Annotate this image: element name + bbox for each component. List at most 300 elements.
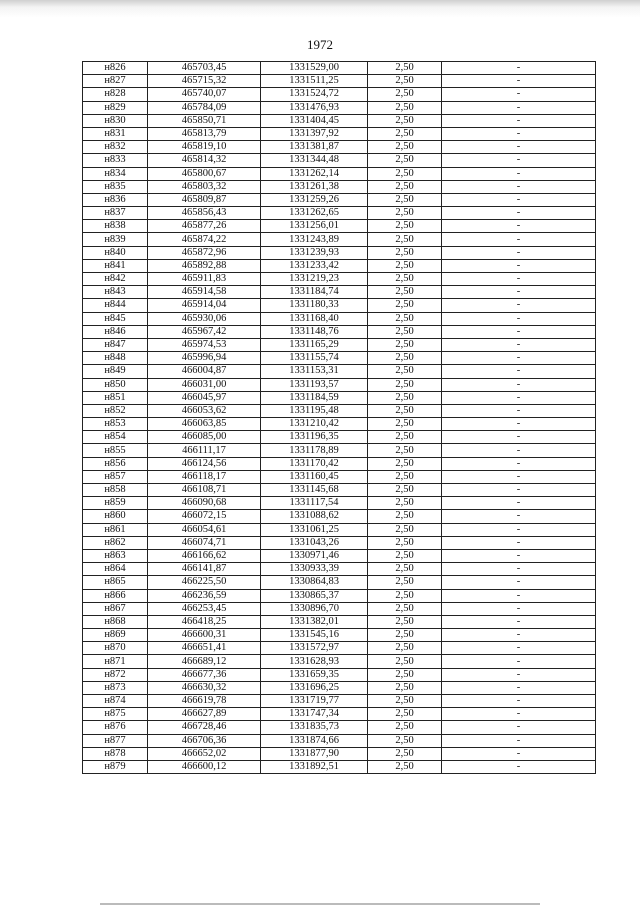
point-id-cell: н875 [83,708,148,721]
y-coordinate-cell: 1331088,62 [261,510,368,523]
note-cell: - [442,180,596,193]
x-coordinate-cell: 466063,85 [148,418,261,431]
table-row [83,167,596,180]
accuracy-cell: 2,50 [368,299,442,312]
y-coordinate-cell: 1331168,40 [261,312,368,325]
table-row [83,497,596,510]
note-cell: - [442,220,596,233]
note-cell: - [442,233,596,246]
accuracy-cell: 2,50 [368,695,442,708]
note-cell: - [442,497,596,510]
point-id-cell: н849 [83,365,148,378]
accuracy-cell: 2,50 [368,536,442,549]
note-cell: - [442,418,596,431]
x-coordinate-cell: 465856,43 [148,207,261,220]
point-id-cell: н834 [83,167,148,180]
table-row [83,510,596,523]
table-row [83,75,596,88]
table-row [83,457,596,470]
accuracy-cell: 2,50 [368,642,442,655]
x-coordinate-cell: 466651,41 [148,642,261,655]
accuracy-cell: 2,50 [368,681,442,694]
note-cell: - [442,510,596,523]
table-row [83,589,596,602]
y-coordinate-cell: 1331219,23 [261,273,368,286]
accuracy-cell: 2,50 [368,365,442,378]
note-cell: - [442,404,596,417]
point-id-cell: н829 [83,101,148,114]
y-coordinate-cell: 1331892,51 [261,760,368,773]
x-coordinate-cell: 466600,31 [148,629,261,642]
accuracy-cell: 2,50 [368,325,442,338]
y-coordinate-cell: 1331545,16 [261,629,368,642]
y-coordinate-cell: 1331262,14 [261,167,368,180]
accuracy-cell: 2,50 [368,127,442,140]
table-row [83,88,596,101]
accuracy-cell: 2,50 [368,760,442,773]
accuracy-cell: 2,50 [368,154,442,167]
table-row [83,193,596,206]
x-coordinate-cell: 466630,32 [148,681,261,694]
point-id-cell: н876 [83,721,148,734]
x-coordinate-cell: 465814,32 [148,154,261,167]
x-coordinate-cell: 465784,09 [148,101,261,114]
point-id-cell: н857 [83,470,148,483]
x-coordinate-cell: 466600,12 [148,760,261,773]
y-coordinate-cell: 1331256,01 [261,220,368,233]
point-id-cell: н868 [83,615,148,628]
point-id-cell: н854 [83,431,148,444]
note-cell: - [442,154,596,167]
note-cell: - [442,312,596,325]
point-id-cell: н871 [83,655,148,668]
accuracy-cell: 2,50 [368,286,442,299]
note-cell: - [442,325,596,338]
point-id-cell: н830 [83,114,148,127]
accuracy-cell: 2,50 [368,101,442,114]
point-id-cell: н828 [83,88,148,101]
point-id-cell: н870 [83,642,148,655]
table-row [83,246,596,259]
y-coordinate-cell: 1330865,37 [261,589,368,602]
x-coordinate-cell: 466054,61 [148,523,261,536]
point-id-cell: н872 [83,668,148,681]
table-row [83,154,596,167]
x-coordinate-cell: 466677,36 [148,668,261,681]
table-body [83,62,596,774]
table-row [83,365,596,378]
x-coordinate-cell: 465819,10 [148,141,261,154]
y-coordinate-cell: 1331184,74 [261,286,368,299]
note-cell: - [442,273,596,286]
point-id-cell: н837 [83,207,148,220]
x-coordinate-cell: 466728,46 [148,721,261,734]
x-coordinate-cell: 466689,12 [148,655,261,668]
y-coordinate-cell: 1330896,70 [261,602,368,615]
table-row [83,695,596,708]
y-coordinate-cell: 1331262,65 [261,207,368,220]
note-cell: - [442,193,596,206]
x-coordinate-cell: 466141,87 [148,563,261,576]
x-coordinate-cell: 465914,58 [148,286,261,299]
accuracy-cell: 2,50 [368,391,442,404]
table-row [83,418,596,431]
y-coordinate-cell: 1331259,26 [261,193,368,206]
point-id-cell: н858 [83,484,148,497]
accuracy-cell: 2,50 [368,167,442,180]
table-row [83,207,596,220]
accuracy-cell: 2,50 [368,576,442,589]
note-cell: - [442,681,596,694]
y-coordinate-cell: 1330864,83 [261,576,368,589]
note-cell: - [442,378,596,391]
accuracy-cell: 2,50 [368,470,442,483]
accuracy-cell: 2,50 [368,431,442,444]
point-id-cell: н851 [83,391,148,404]
table-row [83,563,596,576]
point-id-cell: н835 [83,180,148,193]
note-cell: - [442,62,596,75]
y-coordinate-cell: 1331261,38 [261,180,368,193]
x-coordinate-cell: 465813,79 [148,127,261,140]
table-row [83,62,596,75]
note-cell: - [442,760,596,773]
y-coordinate-cell: 1331170,42 [261,457,368,470]
x-coordinate-cell: 465800,67 [148,167,261,180]
point-id-cell: н848 [83,352,148,365]
y-coordinate-cell: 1331196,35 [261,431,368,444]
accuracy-cell: 2,50 [368,510,442,523]
accuracy-cell: 2,50 [368,444,442,457]
accuracy-cell: 2,50 [368,259,442,272]
accuracy-cell: 2,50 [368,378,442,391]
x-coordinate-cell: 465974,53 [148,338,261,351]
y-coordinate-cell: 1331153,31 [261,365,368,378]
point-id-cell: н869 [83,629,148,642]
table-row [83,404,596,417]
note-cell: - [442,101,596,114]
accuracy-cell: 2,50 [368,233,442,246]
x-coordinate-cell: 466045,97 [148,391,261,404]
note-cell: - [442,536,596,549]
table-row [83,325,596,338]
note-cell: - [442,167,596,180]
point-id-cell: н859 [83,497,148,510]
note-cell: - [442,734,596,747]
note-cell: - [442,444,596,457]
point-id-cell: н841 [83,259,148,272]
note-cell: - [442,352,596,365]
point-id-cell: н844 [83,299,148,312]
accuracy-cell: 2,50 [368,589,442,602]
table-row [83,273,596,286]
x-coordinate-cell: 465850,71 [148,114,261,127]
y-coordinate-cell: 1331381,87 [261,141,368,154]
point-id-cell: н839 [83,233,148,246]
point-id-cell: н877 [83,734,148,747]
y-coordinate-cell: 1331233,42 [261,259,368,272]
y-coordinate-cell: 1331243,89 [261,233,368,246]
x-coordinate-cell: 466418,25 [148,615,261,628]
x-coordinate-cell: 466652,02 [148,747,261,760]
note-cell: - [442,708,596,721]
table-row [83,721,596,734]
accuracy-cell: 2,50 [368,312,442,325]
note-cell: - [442,615,596,628]
x-coordinate-cell: 465740,07 [148,88,261,101]
note-cell: - [442,141,596,154]
accuracy-cell: 2,50 [368,484,442,497]
point-id-cell: н831 [83,127,148,140]
point-id-cell: н842 [83,273,148,286]
y-coordinate-cell: 1331239,93 [261,246,368,259]
table-row [83,444,596,457]
point-id-cell: н878 [83,747,148,760]
accuracy-cell: 2,50 [368,497,442,510]
y-coordinate-cell: 1331210,42 [261,418,368,431]
point-id-cell: н866 [83,589,148,602]
x-coordinate-cell: 466031,00 [148,378,261,391]
y-coordinate-cell: 1331524,72 [261,88,368,101]
table-row [83,220,596,233]
table-row [83,760,596,773]
point-id-cell: н873 [83,681,148,694]
accuracy-cell: 2,50 [368,457,442,470]
y-coordinate-cell: 1331061,25 [261,523,368,536]
y-coordinate-cell: 1331659,35 [261,668,368,681]
point-id-cell: н856 [83,457,148,470]
x-coordinate-cell: 466072,15 [148,510,261,523]
table-row [83,431,596,444]
point-id-cell: н845 [83,312,148,325]
point-id-cell: н855 [83,444,148,457]
point-id-cell: н867 [83,602,148,615]
y-coordinate-cell: 1331155,74 [261,352,368,365]
x-coordinate-cell: 465809,87 [148,193,261,206]
x-coordinate-cell: 465715,32 [148,75,261,88]
accuracy-cell: 2,50 [368,180,442,193]
accuracy-cell: 2,50 [368,273,442,286]
table-row [83,127,596,140]
accuracy-cell: 2,50 [368,220,442,233]
x-coordinate-cell: 466118,17 [148,470,261,483]
y-coordinate-cell: 1331511,25 [261,75,368,88]
y-coordinate-cell: 1331382,01 [261,615,368,628]
note-cell: - [442,563,596,576]
table-row [83,352,596,365]
x-coordinate-cell: 466111,17 [148,444,261,457]
x-coordinate-cell: 465872,96 [148,246,261,259]
x-coordinate-cell: 466085,00 [148,431,261,444]
y-coordinate-cell: 1331572,97 [261,642,368,655]
accuracy-cell: 2,50 [368,668,442,681]
x-coordinate-cell: 466053,62 [148,404,261,417]
y-coordinate-cell: 1331165,29 [261,338,368,351]
x-coordinate-cell: 466004,87 [148,365,261,378]
note-cell: - [442,259,596,272]
y-coordinate-cell: 1331529,00 [261,62,368,75]
accuracy-cell: 2,50 [368,404,442,417]
x-coordinate-cell: 466253,45 [148,602,261,615]
note-cell: - [442,365,596,378]
table-row [83,180,596,193]
point-id-cell: н852 [83,404,148,417]
accuracy-cell: 2,50 [368,563,442,576]
table-row [83,312,596,325]
table-row [83,629,596,642]
x-coordinate-cell: 465914,04 [148,299,261,312]
point-id-cell: н862 [83,536,148,549]
accuracy-cell: 2,50 [368,747,442,760]
accuracy-cell: 2,50 [368,75,442,88]
table-row [83,259,596,272]
point-id-cell: н840 [83,246,148,259]
y-coordinate-cell: 1331719,77 [261,695,368,708]
x-coordinate-cell: 466074,71 [148,536,261,549]
note-cell: - [442,602,596,615]
point-id-cell: н826 [83,62,148,75]
y-coordinate-cell: 1330933,39 [261,563,368,576]
point-id-cell: н879 [83,760,148,773]
table-row [83,286,596,299]
y-coordinate-cell: 1331877,90 [261,747,368,760]
table-row [83,681,596,694]
table-row [83,484,596,497]
x-coordinate-cell: 466627,89 [148,708,261,721]
y-coordinate-cell: 1331145,68 [261,484,368,497]
point-id-cell: н836 [83,193,148,206]
y-coordinate-cell: 1331874,66 [261,734,368,747]
accuracy-cell: 2,50 [368,338,442,351]
x-coordinate-cell: 465930,06 [148,312,261,325]
note-cell: - [442,549,596,562]
table-row [83,378,596,391]
x-coordinate-cell: 466619,78 [148,695,261,708]
point-id-cell: н846 [83,325,148,338]
note-cell: - [442,470,596,483]
accuracy-cell: 2,50 [368,418,442,431]
table-row [83,747,596,760]
table-row [83,668,596,681]
accuracy-cell: 2,50 [368,629,442,642]
y-coordinate-cell: 1330971,46 [261,549,368,562]
y-coordinate-cell: 1331043,26 [261,536,368,549]
accuracy-cell: 2,50 [368,352,442,365]
table-row [83,576,596,589]
note-cell: - [442,391,596,404]
point-id-cell: н860 [83,510,148,523]
x-coordinate-cell: 466225,50 [148,576,261,589]
scan-edge-top [0,0,640,18]
accuracy-cell: 2,50 [368,114,442,127]
table-row [83,523,596,536]
table-row [83,391,596,404]
note-cell: - [442,523,596,536]
y-coordinate-cell: 1331148,76 [261,325,368,338]
table-row [83,101,596,114]
accuracy-cell: 2,50 [368,655,442,668]
y-coordinate-cell: 1331117,54 [261,497,368,510]
y-coordinate-cell: 1331344,48 [261,154,368,167]
x-coordinate-cell: 465874,22 [148,233,261,246]
y-coordinate-cell: 1331476,93 [261,101,368,114]
accuracy-cell: 2,50 [368,193,442,206]
x-coordinate-cell: 465892,88 [148,259,261,272]
note-cell: - [442,431,596,444]
y-coordinate-cell: 1331628,93 [261,655,368,668]
y-coordinate-cell: 1331696,25 [261,681,368,694]
page-number: 1972 [307,37,333,52]
table-row [83,615,596,628]
table-row [83,536,596,549]
coordinates-table-container [82,61,596,774]
table-row [83,470,596,483]
note-cell: - [442,114,596,127]
x-coordinate-cell: 465803,32 [148,180,261,193]
accuracy-cell: 2,50 [368,602,442,615]
x-coordinate-cell: 466706,36 [148,734,261,747]
note-cell: - [442,695,596,708]
note-cell: - [442,299,596,312]
table-row [83,141,596,154]
accuracy-cell: 2,50 [368,549,442,562]
y-coordinate-cell: 1331160,45 [261,470,368,483]
y-coordinate-cell: 1331195,48 [261,404,368,417]
note-cell: - [442,75,596,88]
y-coordinate-cell: 1331178,89 [261,444,368,457]
table-row [83,642,596,655]
y-coordinate-cell: 1331184,59 [261,391,368,404]
point-id-cell: н832 [83,141,148,154]
accuracy-cell: 2,50 [368,615,442,628]
point-id-cell: н853 [83,418,148,431]
accuracy-cell: 2,50 [368,721,442,734]
note-cell: - [442,88,596,101]
y-coordinate-cell: 1331193,57 [261,378,368,391]
note-cell: - [442,576,596,589]
accuracy-cell: 2,50 [368,141,442,154]
y-coordinate-cell: 1331180,33 [261,299,368,312]
table-row [83,602,596,615]
accuracy-cell: 2,50 [368,523,442,536]
note-cell: - [442,655,596,668]
table-row [83,114,596,127]
point-id-cell: н843 [83,286,148,299]
point-id-cell: н863 [83,549,148,562]
point-id-cell: н850 [83,378,148,391]
x-coordinate-cell: 465703,45 [148,62,261,75]
point-id-cell: н865 [83,576,148,589]
x-coordinate-cell: 466124,56 [148,457,261,470]
note-cell: - [442,286,596,299]
accuracy-cell: 2,50 [368,708,442,721]
y-coordinate-cell: 1331835,73 [261,721,368,734]
x-coordinate-cell: 466090,68 [148,497,261,510]
note-cell: - [442,484,596,497]
table-row [83,233,596,246]
point-id-cell: н838 [83,220,148,233]
point-id-cell: н864 [83,563,148,576]
note-cell: - [442,629,596,642]
table-row [83,734,596,747]
table-row [83,708,596,721]
note-cell: - [442,338,596,351]
note-cell: - [442,721,596,734]
note-cell: - [442,457,596,470]
note-cell: - [442,246,596,259]
x-coordinate-cell: 465996,94 [148,352,261,365]
accuracy-cell: 2,50 [368,734,442,747]
